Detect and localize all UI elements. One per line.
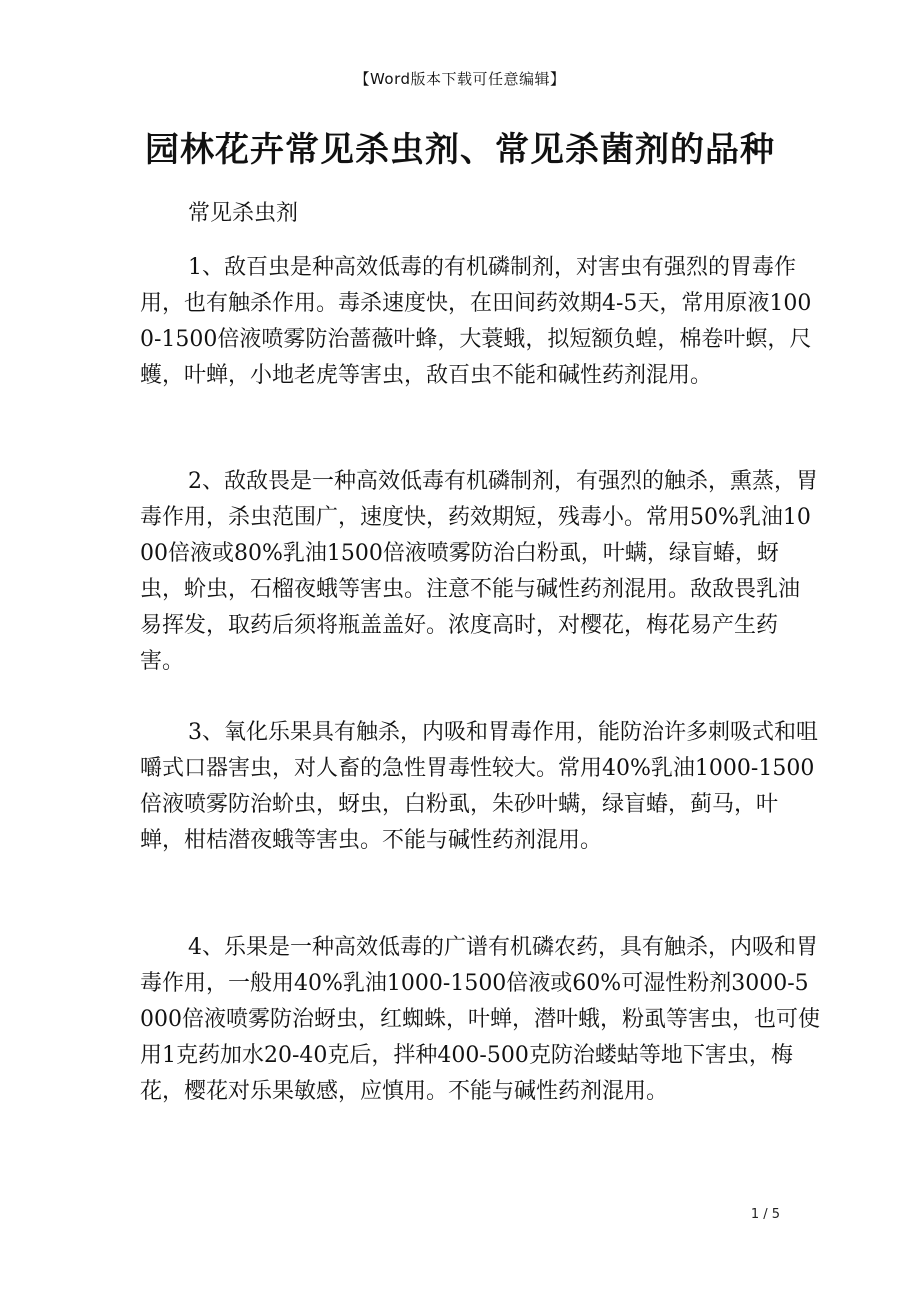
header-note: 【Word版本下载可任意编辑】 xyxy=(354,70,566,88)
paragraph-4: 4、乐果是一种高效低毒的广谱有机磷农药，具有触杀，内吸和胃毒作用，一般用40%乳油1000-1500倍液或60%可湿性粉剂3000-5000倍液喷雾防治蚜虫，红蜘蛛，叶蝉，潜叶蛾，粉虱等害虫，也可使用1克药加水20-40克后，拌种400-500克防治蝼蛄等地下害虫，梅花，樱花对乐果敏感，应慎用。不能与碱性药剂混用。 xyxy=(140,935,820,1104)
paragraph-2: 2、敌敌畏是一种高效低毒有机磷制剂，有强烈的触杀，熏蒸，胃毒作用，杀虫范围广，速度快，药效期短，残毒小。常用50%乳油1000倍液或80%乳油1500倍液喷雾防治白粉虱，叶螨，绿盲蝽，蚜虫，蚧虫，石榴夜蛾等害虫。注意不能与碱性药剂混用。敌敌畏乳油易挥发，取药后须将瓶盖盖好。浓度高时，对樱花，梅花易产生药害。 xyxy=(140,469,818,674)
section-heading: 常见杀虫剂 xyxy=(188,201,299,226)
page-number: 1 / 5 xyxy=(750,1207,780,1222)
paragraph-3: 3、氧化乐果具有触杀，内吸和胃毒作用，能防治许多刺吸式和咀嚼式口器害虫，对人畜的急性胃毒性较大。常用40%乳油1000-1500倍液喷雾防治蚧虫，蚜虫，白粉虱，朱砂叶螨，绿盲蝽，蓟马，叶蝉，柑桔潜夜蛾等害虫。不能与碱性药剂混用。 xyxy=(140,720,818,853)
page-title: 园林花卉常见杀虫剂、常见杀菌剂的品种 xyxy=(145,130,775,170)
paragraph-1: 1、敌百虫是种高效低毒的有机磷制剂，对害虫有强烈的胃毒作用，也有触杀作用。毒杀速度快，在田间药效期4-5天，常用原液1000-1500倍液喷雾防治蔷薇叶蜂，大蓑蛾，拟短额负蝗，棉卷叶螟，尺蠖，叶蝉，小地老虎等害虫，敌百虫不能和碱性药剂混用。 xyxy=(140,255,812,388)
